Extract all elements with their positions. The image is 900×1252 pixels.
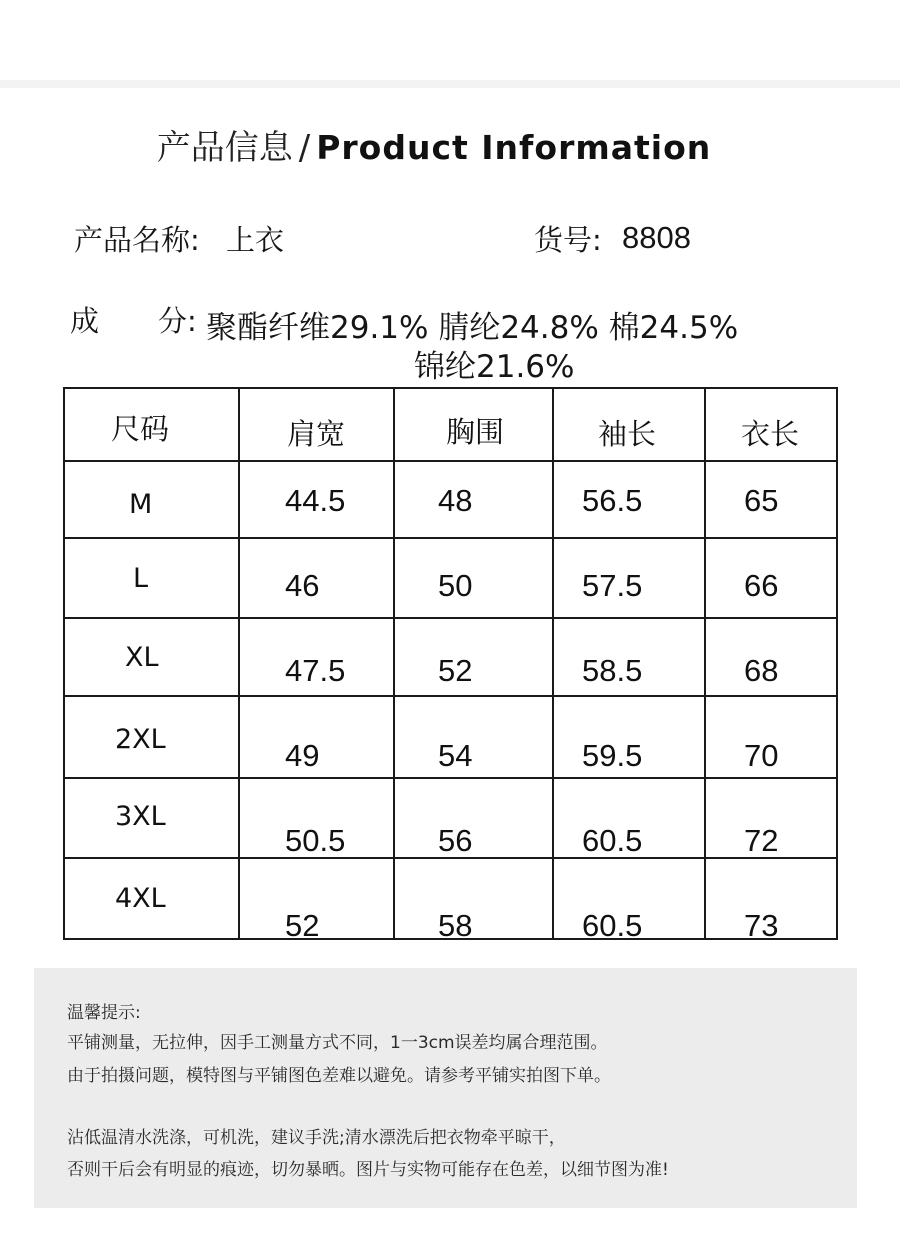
table-cell-length: 65 bbox=[744, 483, 779, 518]
notice-box bbox=[34, 968, 857, 1208]
table-row-divider bbox=[63, 777, 838, 779]
header-shoulder-width: 肩宽 bbox=[287, 417, 346, 451]
table-cell-sleeve: 59.5 bbox=[582, 738, 643, 773]
table-cell-shoulder: 52 bbox=[285, 908, 320, 943]
table-cell-chest: 50 bbox=[438, 568, 473, 603]
composition-label-first-char: 成 bbox=[70, 304, 100, 338]
table-cell-size: XL bbox=[125, 642, 159, 673]
notice-line: 沾低温清水洗涤，可机洗，建议手洗;清水漂洗后把衣物牵平晾干， bbox=[67, 1128, 566, 1148]
sku-value: 8808 bbox=[622, 220, 691, 255]
title-chinese: 产品信息 bbox=[156, 128, 293, 168]
title-english: Product Information bbox=[316, 128, 712, 167]
table-cell-length: 72 bbox=[744, 823, 779, 858]
table-cell-shoulder: 46 bbox=[285, 568, 320, 603]
table-cell-shoulder: 44.5 bbox=[285, 483, 346, 518]
header-chest: 胸围 bbox=[446, 415, 505, 449]
table-row-divider bbox=[63, 537, 838, 539]
table-cell-length: 73 bbox=[744, 908, 779, 943]
table-cell-size: 4XL bbox=[115, 883, 166, 914]
table-cell-size: M bbox=[129, 489, 153, 520]
table-cell-shoulder: 47.5 bbox=[285, 653, 346, 688]
notice-line: 由于拍摄问题，模特图与平铺图色差难以避免。请参考平铺实拍图下单。 bbox=[67, 1066, 611, 1086]
table-row-divider bbox=[63, 695, 838, 697]
size-table bbox=[63, 387, 838, 943]
notice-line: 平铺测量，无拉伸，因手工测量方式不同，1一3cm误差均属合理范围。 bbox=[67, 1033, 608, 1053]
title-separator: / bbox=[298, 128, 311, 168]
notice-line: 否则干后会有明显的痕迹，切勿暴晒。图片与实物可能存在色差，以细节图为准! bbox=[67, 1160, 669, 1180]
top-divider bbox=[0, 80, 900, 88]
composition-line-2: 锦纶21.6% bbox=[414, 349, 575, 385]
table-cell-size: 2XL bbox=[115, 724, 166, 755]
table-cell-sleeve: 60.5 bbox=[582, 908, 643, 943]
table-cell-chest: 48 bbox=[438, 483, 473, 518]
page-title bbox=[0, 120, 868, 169]
table-cell-length: 70 bbox=[744, 738, 779, 773]
product-name-label: 产品名称: bbox=[74, 223, 200, 257]
table-cell-size: L bbox=[133, 563, 149, 594]
table-cell-chest: 58 bbox=[438, 908, 473, 943]
table-cell-sleeve: 57.5 bbox=[582, 568, 643, 603]
table-cell-sleeve: 60.5 bbox=[582, 823, 643, 858]
table-cell-size: 3XL bbox=[115, 801, 166, 832]
sku-label: 货号: bbox=[534, 223, 602, 257]
table-cell-length: 68 bbox=[744, 653, 779, 688]
table-border-top bbox=[63, 387, 838, 389]
table-row-divider bbox=[63, 617, 838, 619]
product-name-value: 上衣 bbox=[226, 223, 285, 257]
table-cell-chest: 52 bbox=[438, 653, 473, 688]
header-body-length: 衣长 bbox=[741, 417, 800, 451]
table-cell-chest: 56 bbox=[438, 823, 473, 858]
table-cell-length: 66 bbox=[744, 568, 779, 603]
table-cell-shoulder: 50.5 bbox=[285, 823, 346, 858]
composition-line-1: 聚酯纤维29.1% 腈纶24.8% 棉24.5% bbox=[206, 310, 739, 346]
table-cell-shoulder: 49 bbox=[285, 738, 320, 773]
notice-title: 温馨提示: bbox=[67, 1003, 141, 1023]
top-band bbox=[0, 0, 900, 80]
table-cell-chest: 54 bbox=[438, 738, 473, 773]
table-cell-sleeve: 58.5 bbox=[582, 653, 643, 688]
header-sleeve-length: 袖长 bbox=[598, 417, 657, 451]
composition-label-rest: 分: bbox=[158, 304, 197, 338]
header-size: 尺码 bbox=[111, 412, 170, 446]
table-cell-sleeve: 56.5 bbox=[582, 483, 643, 518]
table-header-divider bbox=[63, 460, 838, 462]
